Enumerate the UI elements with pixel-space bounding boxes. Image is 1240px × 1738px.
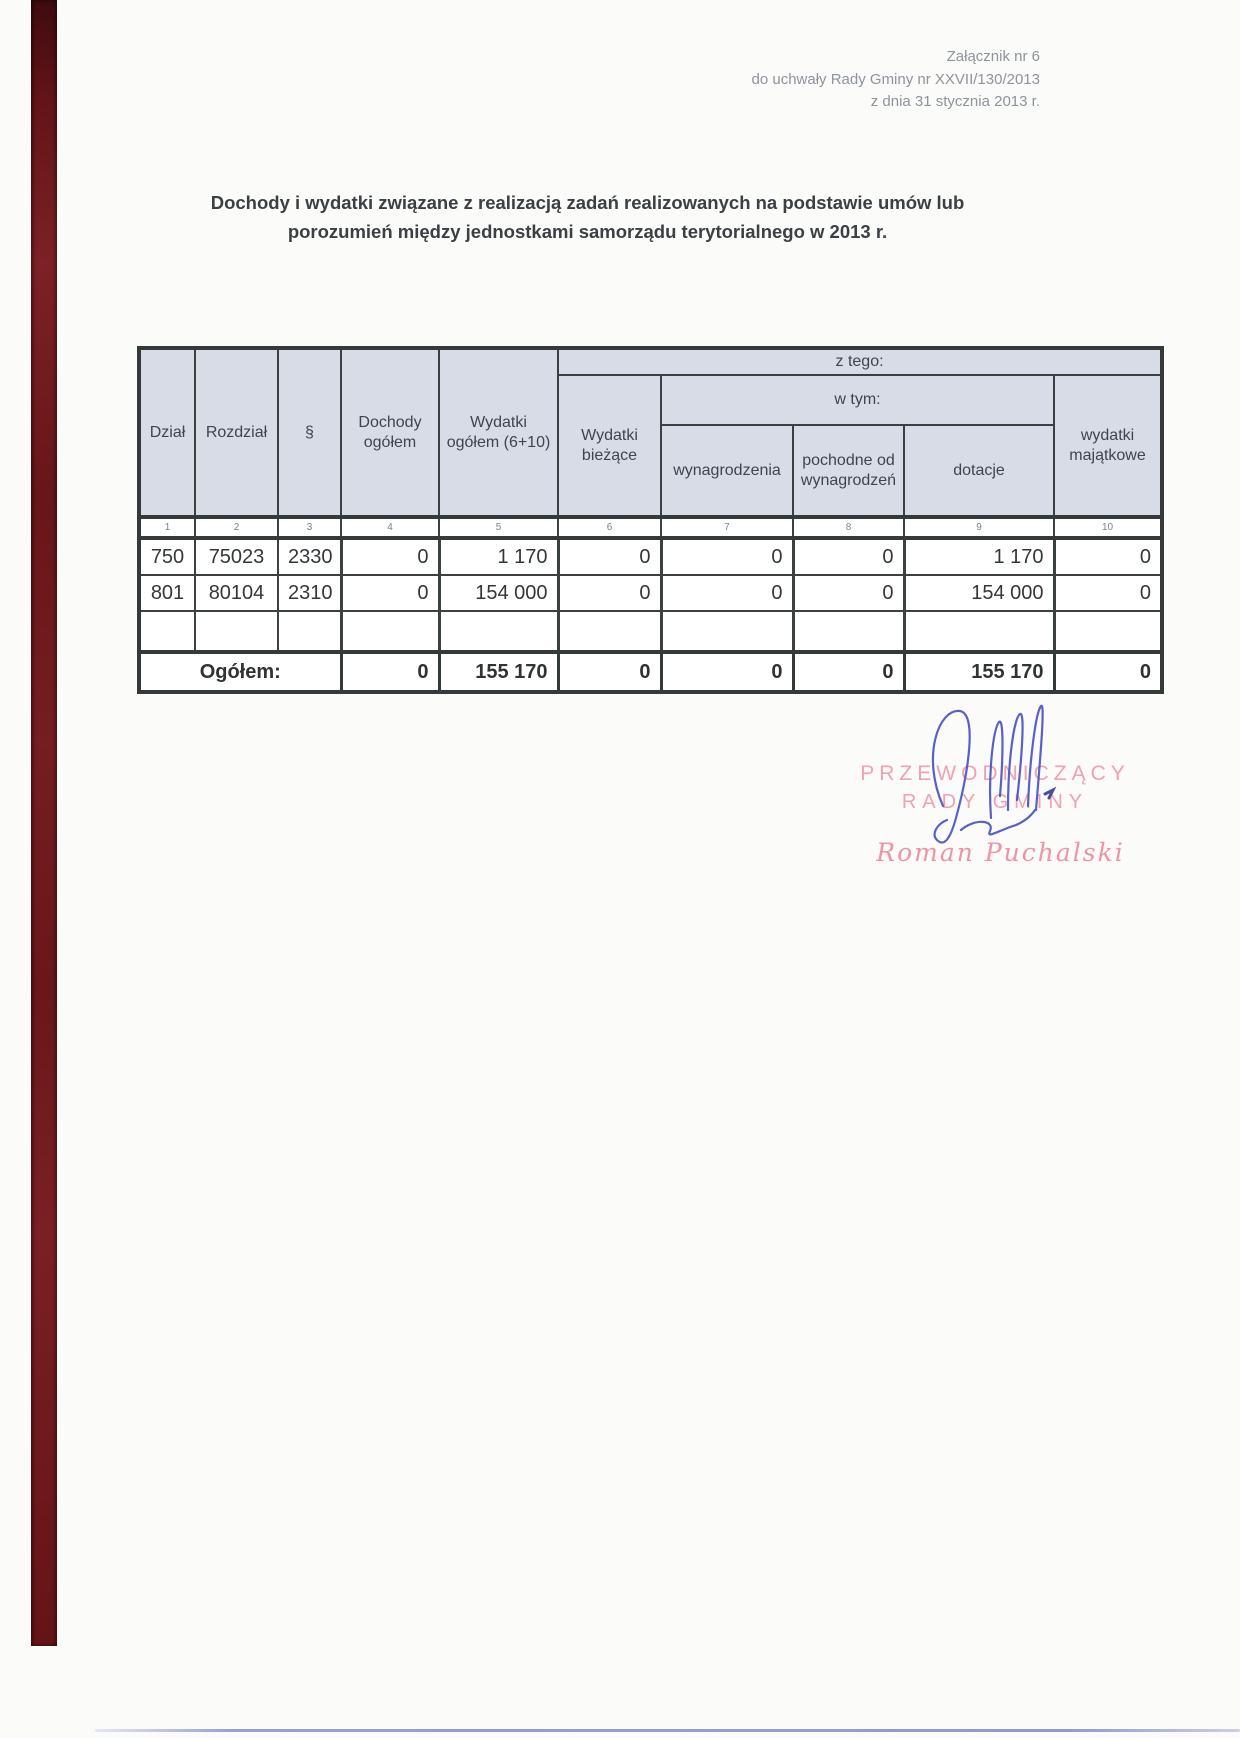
table-cell: 0 xyxy=(558,575,661,611)
table-cell: 80104 xyxy=(195,575,278,611)
budget-table xyxy=(137,346,1164,694)
document-title-line1: Dochody i wydatki związane z realizacją zadań realizowanych na podstawie umów lub xyxy=(210,192,965,213)
resolution-reference: do uchwały Rady Gminy nr XXVII/130/2013 xyxy=(751,70,1040,88)
table-cell: 2330 xyxy=(278,538,341,575)
column-number: 5 xyxy=(439,517,558,538)
table-row xyxy=(139,538,1162,575)
header-wydatki-ogolem: Wydatki ogółem (6+10) xyxy=(439,348,558,517)
attachment-annotation xyxy=(752,46,1041,114)
table-cell: 0 xyxy=(341,538,439,575)
header-pochodne: pochodne od wynagrodzeń xyxy=(793,425,904,517)
header-dotacje: dotacje xyxy=(904,425,1054,517)
table-cell xyxy=(341,611,439,652)
table-cell xyxy=(195,611,278,652)
column-number: 3 xyxy=(278,517,341,538)
header-z-tego: z tego: xyxy=(558,348,1162,375)
column-number: 9 xyxy=(904,517,1054,538)
table-cell: 154 000 xyxy=(904,575,1054,611)
document-title xyxy=(135,189,1040,246)
total-cell: 0 xyxy=(1054,652,1162,692)
table-cell: 1 170 xyxy=(904,538,1054,575)
header-w-tym: w tym: xyxy=(661,375,1054,425)
total-cell: 155 170 xyxy=(904,652,1054,692)
table-row-empty xyxy=(139,611,1162,652)
attachment-number: Załącznik nr 6 xyxy=(946,48,1040,65)
table-cell: 0 xyxy=(558,538,661,575)
header-wydatki-biezace: Wydatki bieżące xyxy=(558,375,661,517)
column-number: 8 xyxy=(793,517,904,538)
signer-name: Roman Puchalski xyxy=(876,838,1125,867)
column-number: 7 xyxy=(661,517,793,538)
table-cell: 801 xyxy=(139,575,195,611)
table-cell xyxy=(278,611,341,652)
stamp-title: PRZEWODNICZĄCY xyxy=(860,762,1130,785)
table-cell: 2310 xyxy=(278,575,341,611)
header-wynagrodzenia: wynagrodzenia xyxy=(661,425,793,517)
column-number: 6 xyxy=(558,517,661,538)
document-title-line2: porozumień między jednostkami samorządu terytorialnego w 2013 r. xyxy=(287,220,888,242)
header-rozdzial: Rozdział xyxy=(195,348,278,517)
table-cell: 0 xyxy=(661,575,793,611)
table-cell xyxy=(661,611,793,652)
stamp-subtitle: RADY GMINY xyxy=(901,791,1089,813)
left-scan-stripe xyxy=(31,0,57,1646)
header-wydatki-majatkowe: wydatki majątkowe xyxy=(1054,375,1162,517)
table-cell: 750 xyxy=(139,538,195,575)
column-number: 4 xyxy=(341,517,439,538)
bottom-scan-line xyxy=(95,1729,1240,1732)
total-cell: 0 xyxy=(793,652,904,692)
table-cell xyxy=(558,611,661,652)
header-dochody-ogolem: Dochody ogółem xyxy=(341,348,439,517)
total-cell: 0 xyxy=(341,652,439,692)
column-number-row xyxy=(139,517,1162,538)
table-cell xyxy=(439,611,558,652)
table-cell: 0 xyxy=(341,575,439,611)
table-cell: 0 xyxy=(1054,538,1162,575)
column-number: 2 xyxy=(195,517,278,538)
table-cell xyxy=(139,611,195,652)
table-cell xyxy=(904,611,1054,652)
header-paragraf: § xyxy=(278,348,341,517)
total-cell: 0 xyxy=(558,652,661,692)
header-dzial: Dział xyxy=(139,348,195,517)
table-row xyxy=(139,575,1162,611)
table-cell: 0 xyxy=(793,575,904,611)
table-cell: 0 xyxy=(1054,575,1162,611)
table-cell: 0 xyxy=(661,538,793,575)
total-cell: 0 xyxy=(661,652,793,692)
budget-table-container xyxy=(137,346,1164,694)
table-cell xyxy=(1054,611,1162,652)
total-cell: 155 170 xyxy=(439,652,558,692)
total-row xyxy=(139,652,1162,692)
table-cell: 0 xyxy=(793,538,904,575)
column-number: 10 xyxy=(1054,517,1162,538)
table-cell xyxy=(793,611,904,652)
table-cell: 154 000 xyxy=(439,575,558,611)
table-cell: 1 170 xyxy=(439,538,558,575)
total-label: Ogółem: xyxy=(139,652,341,692)
table-cell: 75023 xyxy=(195,538,278,575)
resolution-date: z dnia 31 stycznia 2013 r. xyxy=(870,93,1040,110)
column-number: 1 xyxy=(139,517,195,538)
